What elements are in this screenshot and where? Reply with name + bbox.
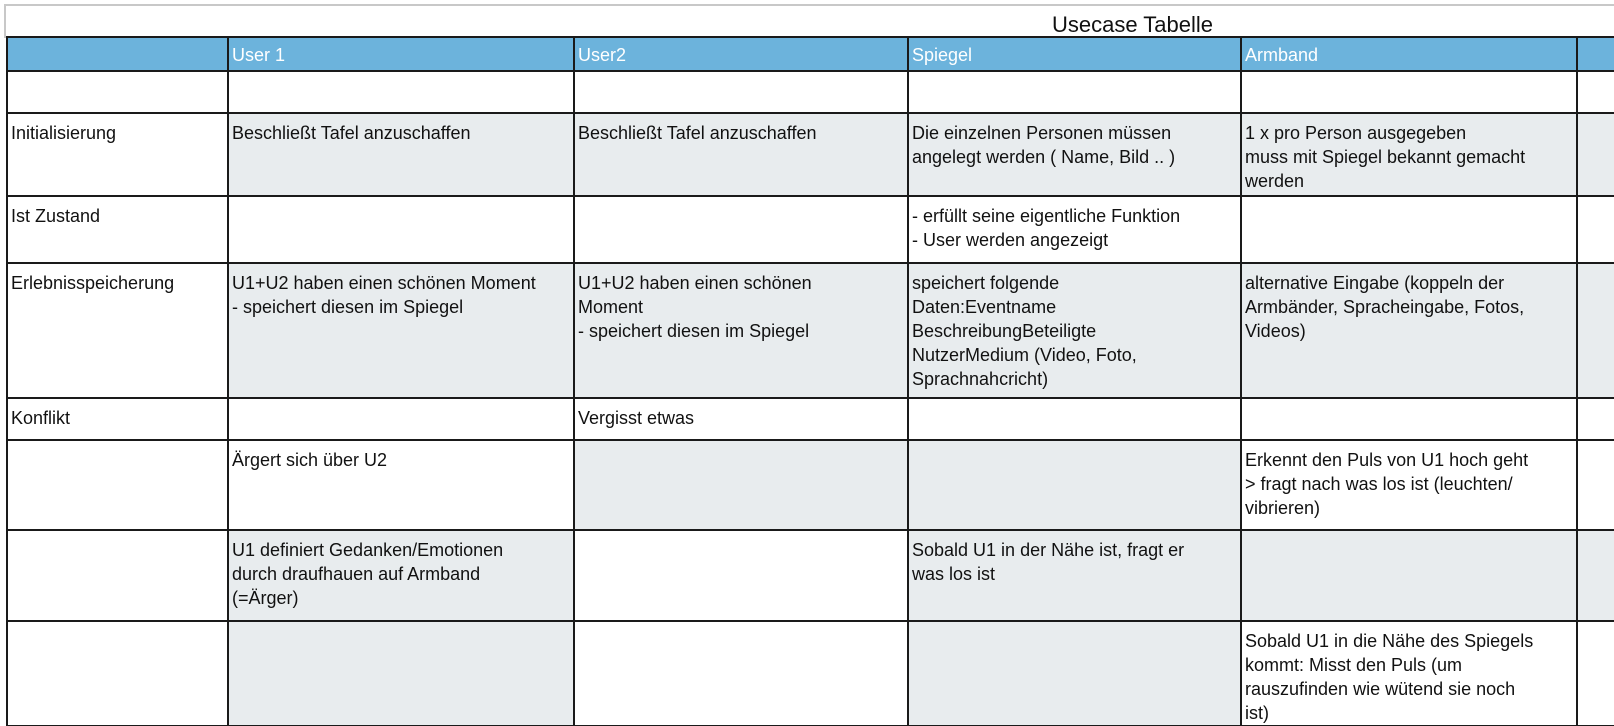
column-header-2[interactable]: User2: [574, 37, 908, 71]
table-cell[interactable]: [908, 196, 1241, 263]
cell-text-line: U1 definiert Gedanken/Emotionen: [232, 540, 504, 560]
table-cell[interactable]: [574, 440, 908, 530]
table-cell[interactable]: [1577, 398, 1614, 440]
table-cell[interactable]: [574, 71, 908, 113]
table-row: [7, 530, 1614, 621]
cell-text-line: kommt: Misst den Puls (um: [1245, 655, 1463, 675]
table-cell[interactable]: [908, 621, 1241, 726]
cell-text-line: durch draufhauen auf Armband: [232, 564, 481, 584]
column-header-5[interactable]: [1577, 37, 1614, 71]
row-label-cell[interactable]: [7, 398, 228, 440]
column-header-4[interactable]: Armband: [1241, 37, 1577, 71]
cell-text-line: Ist Zustand: [11, 206, 101, 226]
table-cell[interactable]: [1241, 398, 1577, 440]
table-cell[interactable]: [908, 398, 1241, 440]
table-cell[interactable]: [1241, 113, 1577, 196]
table-cell[interactable]: [908, 440, 1241, 530]
cell-text-line: Daten:Eventname: [912, 297, 1057, 317]
table-cell[interactable]: [1577, 263, 1614, 398]
table-cell[interactable]: [1241, 71, 1577, 113]
table-cell[interactable]: [574, 196, 908, 263]
table-cell[interactable]: [228, 621, 574, 726]
row-label-cell[interactable]: [7, 263, 228, 398]
table-cell[interactable]: [574, 530, 908, 621]
table-cell[interactable]: [1577, 71, 1614, 113]
cell-text-line: > fragt nach was los ist (leuchten/: [1245, 474, 1513, 494]
cell-text-line: Erlebnisspeicherung: [11, 273, 175, 293]
table-cell[interactable]: [228, 263, 574, 398]
usecase-table: [6, 36, 1614, 726]
table-cell[interactable]: [1577, 440, 1614, 530]
cell-text-line: muss mit Spiegel bekannt gemacht: [1245, 147, 1526, 167]
table-cell[interactable]: [7, 530, 228, 621]
sheet-left-border: [4, 4, 6, 38]
table-cell[interactable]: [7, 440, 228, 530]
table-cell[interactable]: [1241, 196, 1577, 263]
cell-text-line: - speichert diesen im Spiegel: [578, 321, 810, 341]
cell-text-line: Vergisst etwas: [578, 408, 695, 428]
cell-text-line: Beschließt Tafel anzuschaffen: [578, 123, 817, 143]
table-row: [7, 621, 1614, 726]
table-cell[interactable]: [1577, 530, 1614, 621]
cell-text-line: - User werden angezeigt: [912, 230, 1109, 250]
sheet-top-border: [4, 4, 1614, 6]
table-cell[interactable]: [228, 530, 574, 621]
column-header-3[interactable]: Spiegel: [908, 37, 1241, 71]
table-cell[interactable]: [908, 530, 1241, 621]
cell-text-line: Konflikt: [11, 408, 71, 428]
cell-text-line: 1 x pro Person ausgegeben: [1245, 123, 1467, 143]
cell-text-line: - erfüllt seine eigentliche Funktion: [912, 206, 1181, 226]
cell-text-line: werden: [1245, 171, 1305, 191]
table-cell[interactable]: [228, 398, 574, 440]
table-cell[interactable]: [574, 621, 908, 726]
table-cell[interactable]: [908, 71, 1241, 113]
table-row: [7, 263, 1614, 398]
table-cell[interactable]: [1577, 113, 1614, 196]
table-row: [7, 71, 1614, 113]
cell-text-line: Sprachnahcricht): [912, 369, 1049, 389]
header-row: [7, 37, 1614, 71]
table-row: [7, 196, 1614, 263]
sheet-title: Usecase Tabelle: [1052, 12, 1214, 37]
cell-text-line: U1+U2 haben einen schönen Moment: [232, 273, 536, 293]
cell-text-line: was los ist: [912, 564, 996, 584]
table-cell[interactable]: [574, 398, 908, 440]
table-cell[interactable]: [574, 113, 908, 196]
cell-text-line: Erkennt den Puls von U1 hoch geht: [1245, 450, 1529, 470]
table-cell[interactable]: [228, 440, 574, 530]
cell-text-line: - speichert diesen im Spiegel: [232, 297, 464, 317]
table-row: [7, 440, 1614, 530]
cell-text-line: angelegt werden ( Name, Bild .. ): [912, 147, 1176, 167]
cell-text-line: Armbänder, Spracheingabe, Fotos,: [1245, 297, 1525, 317]
table-row: [7, 113, 1614, 196]
column-header-0[interactable]: [7, 37, 228, 71]
cell-text-line: U1+U2 haben einen schönen: [578, 273, 812, 293]
cell-text-line: Die einzelnen Personen müssen: [912, 123, 1172, 143]
table-cell[interactable]: [228, 196, 574, 263]
table-cell[interactable]: [1241, 621, 1577, 726]
table-cell[interactable]: [228, 71, 574, 113]
cell-text-line: Videos): [1245, 321, 1306, 341]
column-header-1[interactable]: User 1: [228, 37, 574, 71]
cell-text-line: (=Ärger): [232, 588, 299, 608]
cell-text-line: alternative Eingabe (koppeln der: [1245, 273, 1505, 293]
table-cell[interactable]: [1241, 263, 1577, 398]
cell-text-line: Ärgert sich über U2: [232, 450, 388, 470]
cell-text-line: speichert folgende: [912, 273, 1060, 293]
table-cell[interactable]: [908, 113, 1241, 196]
table-cell[interactable]: [908, 263, 1241, 398]
table-cell[interactable]: [1577, 196, 1614, 263]
table-cell[interactable]: [1577, 621, 1614, 726]
row-label-cell[interactable]: [7, 196, 228, 263]
table-cell[interactable]: [7, 71, 228, 113]
cell-text-line: vibrieren): [1245, 498, 1321, 518]
table-cell[interactable]: [228, 113, 574, 196]
table-cell[interactable]: [574, 263, 908, 398]
table-cell[interactable]: [1241, 440, 1577, 530]
cell-text-line: rauszufinden wie wütend sie noch: [1245, 679, 1516, 699]
cell-text-line: NutzerMedium (Video, Foto,: [912, 345, 1137, 365]
cell-text-line: Beschließt Tafel anzuschaffen: [232, 123, 471, 143]
cell-text-line: BeschreibungBeteiligte: [912, 321, 1097, 341]
table-row: [7, 398, 1614, 440]
cell-text-line: Initialisierung: [11, 123, 117, 143]
row-label-cell[interactable]: [7, 113, 228, 196]
cell-text-line: ist): [1245, 703, 1269, 723]
cell-text-line: Sobald U1 in der Nähe ist, fragt er: [912, 540, 1185, 560]
cell-text-line: Moment: [578, 297, 644, 317]
table-cell[interactable]: [1241, 530, 1577, 621]
cell-text-line: Sobald U1 in die Nähe des Spiegels: [1245, 631, 1534, 651]
table-body: [7, 71, 1614, 726]
table-cell[interactable]: [7, 621, 228, 726]
